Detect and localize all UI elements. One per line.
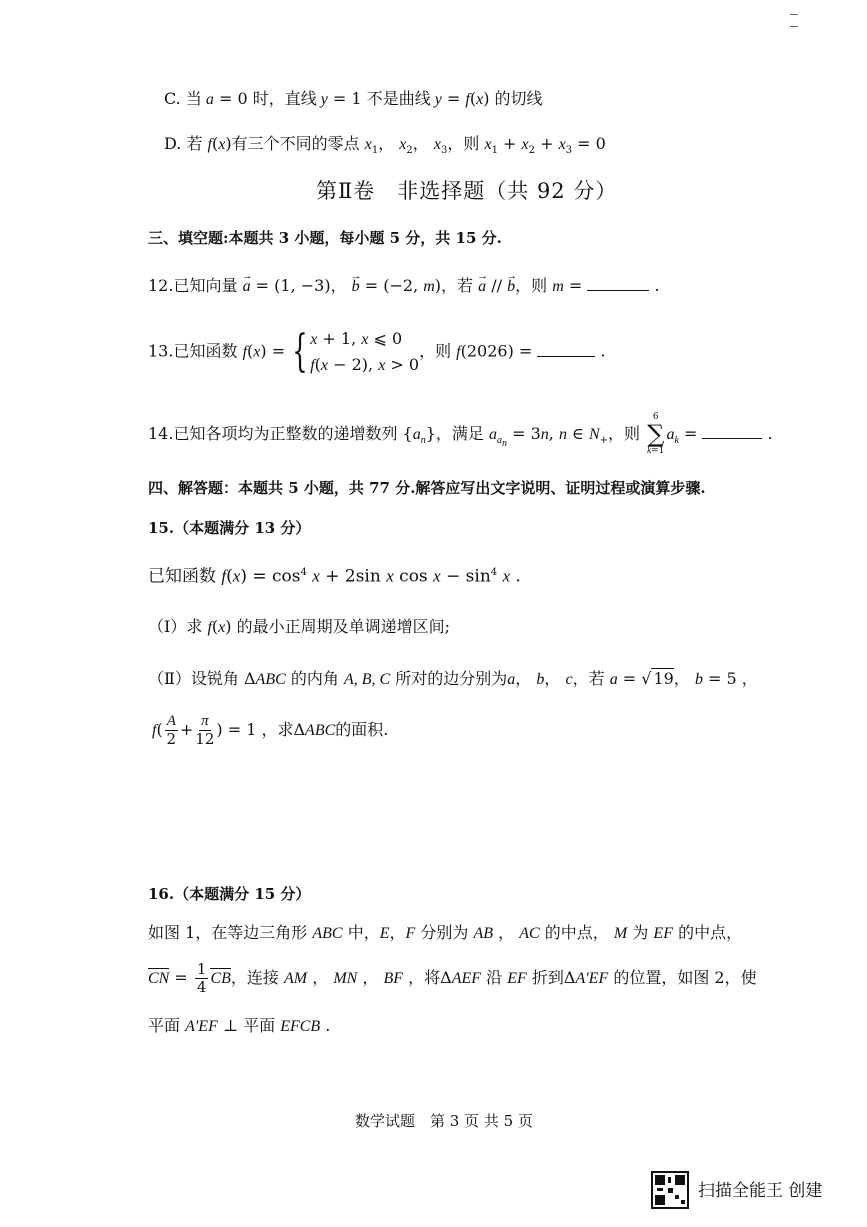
question-15-function: 已知函数 $f(x) = \cos^4 x + 2\sin$ x $\cos x - \sin^4 x$ .	[148, 566, 521, 587]
corner-mark-icon	[790, 10, 798, 30]
question-16-line-1: 如图 1，在等边三角形 ABC 中，E，F 分别为 AB ， AC 的中点， M 为 EF 的中点，	[148, 923, 743, 942]
scanner-brand: 扫描全能王 创建	[698, 1181, 823, 1201]
answer-section-heading: 四、解答题：本题共 5 小题，共 77 分.解答应写出文字说明、证明过程或演算步骤.	[148, 479, 706, 497]
page-footer: 数学试题 第 3 页 共 5 页	[355, 1112, 533, 1130]
question-15-part-1: （Ⅰ）求 f(x) 的最小正周期及单调递增区间;	[148, 617, 450, 636]
option-d: D. 若 f(x)有三个不同的零点 $x_1$， $x_2$， $x_3$，则 $x_1 + x_2 + x_3 = 0$	[164, 134, 606, 157]
question-15-condition: f( $\frac{A}{2}$ + $\frac{\pi}{12}$ ) = 1 ，求ΔABC的面积.	[152, 713, 389, 748]
question-15-header: 15.（本题满分 13 分）	[148, 519, 311, 537]
question-13: 13.已知函数 f(x) = { x + 1, x ⩽ 0 f(x − 2), x > 0 ，则 f(2026) = .	[148, 326, 606, 377]
question-15-part-2: （Ⅱ）设锐角 ΔABC 的内角 A, B, C 所对的边分别为a， b， c，若 a = √ 19， b = 5 ，	[148, 669, 758, 688]
question-14: 14.已知各项均为正整数的递增数列 $\{a_n\}$，满足 $a_{a_n} = 3n$, n ∈ $N_+$，则 6 ∑ k=1 $a_k$ = .	[148, 412, 773, 456]
section-title: 第Ⅱ卷 非选择题（共 92 分）	[316, 179, 618, 203]
option-c: C. 当 a = 0 时，直线 y = 1 不是曲线 y = f(x) 的切线	[164, 89, 543, 108]
question-16-line-3: 平面 A'EF ⊥ 平面 EFCB .	[148, 1016, 331, 1035]
fill-blank-heading: 三、填空题:本题共 3 小题，每小题 5 分，共 15 分.	[148, 229, 502, 247]
question-12: 12.已知向量 → a = (1, −3)， → b = (−2, m)，若 → a // → b，则 m = .	[148, 276, 660, 297]
question-16-line-2: CN = $\frac{1}{4}$ CB，连接 AM ， MN ， BF ，将ΔAEF 沿 EF 折到ΔA'EF 的位置，如图 2，使	[148, 960, 757, 996]
question-16-header: 16.（本题满分 15 分）	[148, 885, 311, 903]
qr-code-icon	[651, 1171, 689, 1209]
